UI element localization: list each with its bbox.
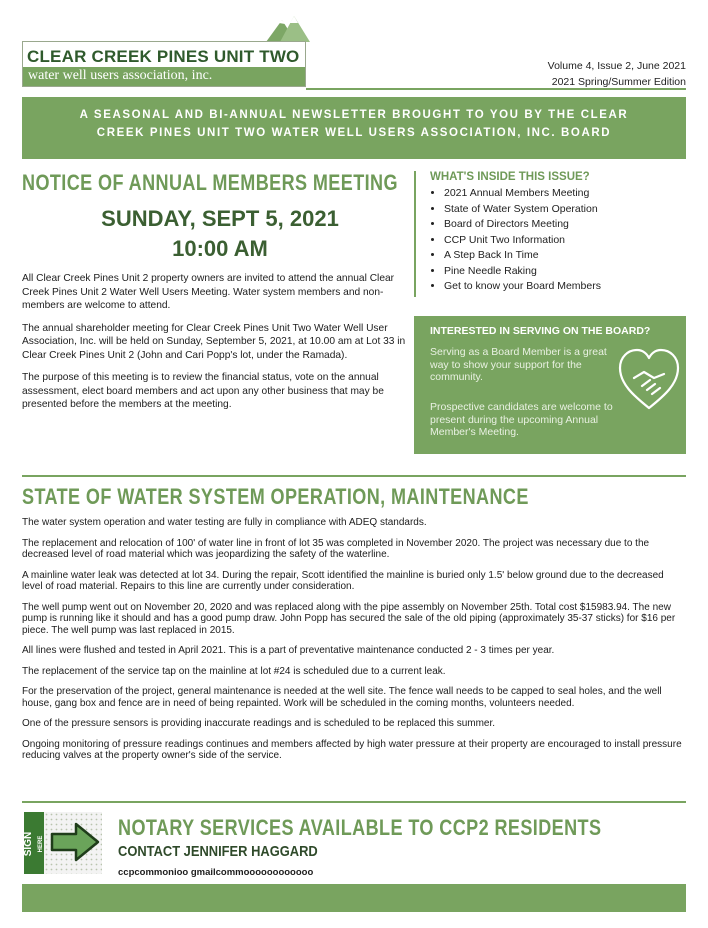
inside-item[interactable]: • Board of Directors Meeting — [444, 217, 680, 233]
logo-tagline-bar — [23, 67, 305, 86]
water-paragraph-2: The replacement and relocation of 100' of water line in front of lot 35 was completed in November 2020. The project was necessary due to the decreased level of road material which was jeopardizing the safety of the waterline. — [22, 537, 650, 560]
logo-box — [22, 41, 306, 87]
inside-item[interactable]: • Get to know your Board Members — [444, 279, 680, 295]
inside-item[interactable]: • CCP Unit Two Information — [444, 233, 680, 249]
meeting-body — [22, 272, 410, 421]
water-paragraph-8: One of the pressure sensors is providing inaccurate readings and is scheduled to be replaced this summer. — [22, 718, 496, 729]
notary-rule — [22, 801, 686, 803]
sign-word: SIGN — [23, 831, 34, 857]
banner-line-1: A SEASONAL AND BI-ANNUAL NEWSLETTER BROUGHT TO YOU BY THE CLEAR — [79, 109, 629, 121]
inside-item[interactable]: • A Step Back In Time — [444, 248, 680, 264]
column-divider — [414, 171, 416, 297]
edition-info: 2021 Spring/Summer Edition — [551, 76, 686, 88]
notary-title: NOTARY SERVICES AVAILABLE TO CCP2 RESIDENTS — [118, 815, 602, 840]
notary-contact: CONTACT JENNIFER HAGGARD — [118, 843, 318, 860]
water-body — [22, 517, 686, 762]
meeting-date: SUNDAY, SEPT 5, 2021 — [101, 206, 339, 231]
issue-info: Volume 4, Issue 2, June 2021 — [547, 60, 686, 72]
sign-here-text — [22, 814, 46, 874]
sign-here-graphic — [24, 812, 102, 874]
footer-bar — [22, 884, 686, 912]
inside-title: WHAT'S INSIDE THIS ISSUE? — [430, 171, 590, 183]
banner-line-2: CREEK PINES UNIT TWO WATER WELL USERS ASSOCIATION, INC. BOARD — [96, 127, 612, 139]
water-paragraph-7: For the preservation of the project, general maintenance is needed at the well site. The fence wall needs to be capped to seal holes, and the well house, gang box and fence are in need of being repainted. Work will be scheduled in the coming months, volunteers needed. — [22, 686, 662, 709]
sign-here-tag — [24, 812, 44, 874]
water-paragraph-3: A mainline water leak was detected at lot 34. During the repair, Scott identified the mainline is buried only 1.5' below ground due to the decreased level of road material. Repairs to this line are currently under consideration. — [22, 569, 664, 592]
inside-item[interactable]: • Pine Needle Raking — [444, 264, 680, 280]
meeting-paragraph-1: All Clear Creek Pines Unit 2 property owners are invited to attend the annual Clear Creek Pines Unit 2 Water Well Users Meeting. Water system members and non-members are welcome to attend. — [22, 273, 395, 311]
inside-item[interactable]: • State of Water System Operation — [444, 202, 680, 218]
water-paragraph-1: The water system operation and water testing are fully in compliance with ADEQ standards. — [22, 517, 427, 528]
water-paragraph-4: The well pump went out on November 20, 2020 and was replaced along with the pipe assembly on November 25th. Total cost $15983.94. The new pump is running like it should and has a good pump draw. John Popp has secured the sale of the old piping (approximately 35-37 sticks) for $16 per piece. The well pump was last replaced in 2015. — [22, 601, 676, 636]
arrow-right-icon — [50, 822, 100, 862]
logo-title: CLEAR CREEK PINES UNIT TWO — [27, 47, 300, 66]
notary-email[interactable]: ccpcommonioo gmailcommoooooooooooo — [118, 867, 314, 878]
section-rule — [22, 475, 686, 477]
water-paragraph-5: All lines were flushed and tested in April 2021. This is a part of preventative maintenance conducted 2 - 3 times per year. — [22, 645, 555, 656]
header-rule — [306, 88, 686, 90]
meeting-paragraph-3: The purpose of this meeting is to review the financial status, vote on the annual assessment, elect board members and act upon any other business that may be presented before the members at the meeting. — [22, 372, 384, 410]
water-title: STATE OF WATER SYSTEM OPERATION, MAINTENANCE — [22, 484, 529, 509]
heart-handshake-icon — [614, 344, 684, 414]
here-word: HERE — [38, 835, 44, 853]
logo-tagline: water well users association, inc. — [28, 68, 213, 83]
inside-list — [430, 186, 680, 295]
banner — [22, 97, 686, 159]
board-box-para-2: Prospective candidates are welcome to present during the upcoming Annual Member's Meeting. — [430, 401, 613, 438]
inside-item[interactable]: • 2021 Annual Members Meeting — [444, 186, 680, 202]
meeting-title: NOTICE OF ANNUAL MEMBERS MEETING — [22, 170, 398, 195]
board-box — [414, 316, 686, 454]
meeting-time: 10:00 AM — [172, 236, 268, 261]
water-paragraph-9: Ongoing monitoring of pressure readings continues and members affected by high water pressure at their property are encouraged to install pressure reducing valves at the property owner's side of the service. — [22, 738, 682, 761]
board-box-para-1: Serving as a Board Member is a great way to show your support for the community. — [430, 346, 607, 383]
logo-mountain-icon — [266, 14, 310, 42]
meeting-paragraph-2: The annual shareholder meeting for Clear Creek Pines Unit Two Water Well User Association, Inc. will be held on Sunday, September 5, 2021, at 10.00 am at Lot 33 in Clear Creek Pines Unit 2 (John and Cari Popp's lot, under the Ramada). — [22, 322, 406, 361]
board-box-title: INTERESTED IN SERVING ON THE BOARD? — [430, 325, 651, 337]
water-paragraph-6: The replacement of the service tap on the mainline at lot #24 is scheduled due to a current leak. — [22, 665, 446, 677]
